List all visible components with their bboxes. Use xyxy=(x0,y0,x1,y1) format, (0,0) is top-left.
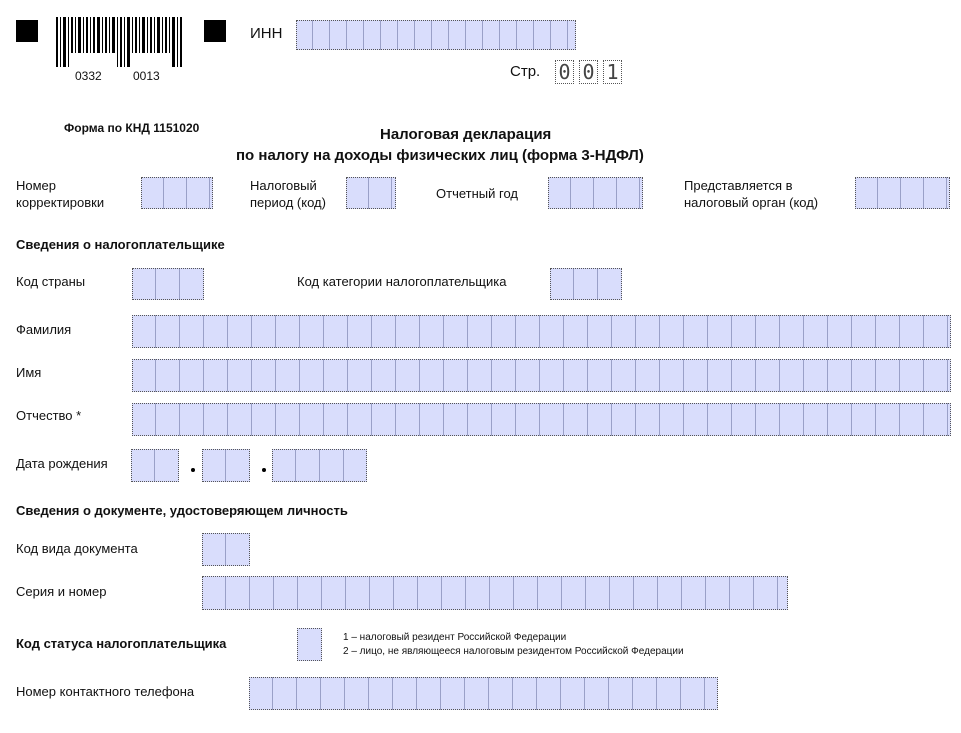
taxpayer-section-title: Сведения о налогоплательщике xyxy=(16,237,225,252)
patronymic-input[interactable] xyxy=(132,403,951,436)
tax-authority-label-2: налоговый орган (код) xyxy=(684,195,819,210)
status-code-label: Код статуса налогоплательщика xyxy=(16,636,227,651)
inn-input[interactable] xyxy=(296,20,576,50)
doc-type-code-input[interactable] xyxy=(202,533,250,566)
barcode-number-2: 0013 xyxy=(133,69,160,83)
phone-input[interactable] xyxy=(249,677,718,710)
category-code-label: Код категории налогоплательщика xyxy=(297,274,507,289)
patronymic-label: Отчество * xyxy=(16,408,82,423)
form-knd-code: Форма по КНД 1151020 xyxy=(64,121,200,135)
page-digit-3: 1 xyxy=(603,60,622,84)
doc-type-code-label: Код вида документа xyxy=(16,541,138,556)
tax-period-input[interactable] xyxy=(346,177,396,209)
page-digit-1: 0 xyxy=(555,60,574,84)
country-code-label: Код страны xyxy=(16,274,86,289)
tax-period-label-1: Налоговый xyxy=(250,178,317,193)
status-option-resident: 1 – налоговый резидент Российской Федерации xyxy=(343,632,567,643)
form-title-line1: Налоговая декларация xyxy=(380,126,552,143)
correction-number-label-1: Номер xyxy=(16,178,57,193)
inn-label: ИНН xyxy=(250,25,283,42)
surname-input[interactable] xyxy=(132,315,951,348)
status-code-input[interactable] xyxy=(297,628,322,661)
birth-date-separator-2 xyxy=(262,468,266,472)
correction-number-input[interactable] xyxy=(141,177,213,209)
birth-day-input[interactable] xyxy=(131,449,179,482)
registration-marker-right xyxy=(204,20,226,42)
birth-date-separator-1 xyxy=(191,468,195,472)
page-digit-2: 0 xyxy=(579,60,598,84)
birth-date-label: Дата рождения xyxy=(16,456,108,471)
tax-authority-input[interactable] xyxy=(855,177,950,209)
series-number-label: Серия и номер xyxy=(16,584,107,599)
phone-label: Номер контактного телефона xyxy=(16,684,195,699)
series-number-input[interactable] xyxy=(202,576,788,610)
surname-label: Фамилия xyxy=(16,322,72,337)
country-code-input[interactable] xyxy=(132,268,204,300)
barcode-number-1: 0332 xyxy=(75,69,102,83)
correction-number-label-2: корректировки xyxy=(16,195,105,210)
barcode-image xyxy=(56,17,184,67)
first-name-input[interactable] xyxy=(132,359,951,392)
page-label: Стр. xyxy=(510,63,541,80)
birth-month-input[interactable] xyxy=(202,449,250,482)
reporting-year-label: Отчетный год xyxy=(436,186,518,201)
document-section-title: Сведения о документе, удостоверяющем личность xyxy=(16,503,348,518)
status-option-nonresident: 2 – лицо, не являющееся налоговым резидентом Российской Федерации xyxy=(343,646,684,657)
tax-authority-label-1: Представляется в xyxy=(684,178,793,193)
category-code-input[interactable] xyxy=(550,268,622,300)
first-name-label: Имя xyxy=(16,365,42,380)
registration-marker-left xyxy=(16,20,38,42)
tax-period-label-2: период (код) xyxy=(250,195,326,210)
form-title-line2: по налогу на доходы физических лиц (форма 3-НДФЛ) xyxy=(236,147,644,164)
reporting-year-input[interactable] xyxy=(548,177,643,209)
birth-year-input[interactable] xyxy=(272,449,367,482)
